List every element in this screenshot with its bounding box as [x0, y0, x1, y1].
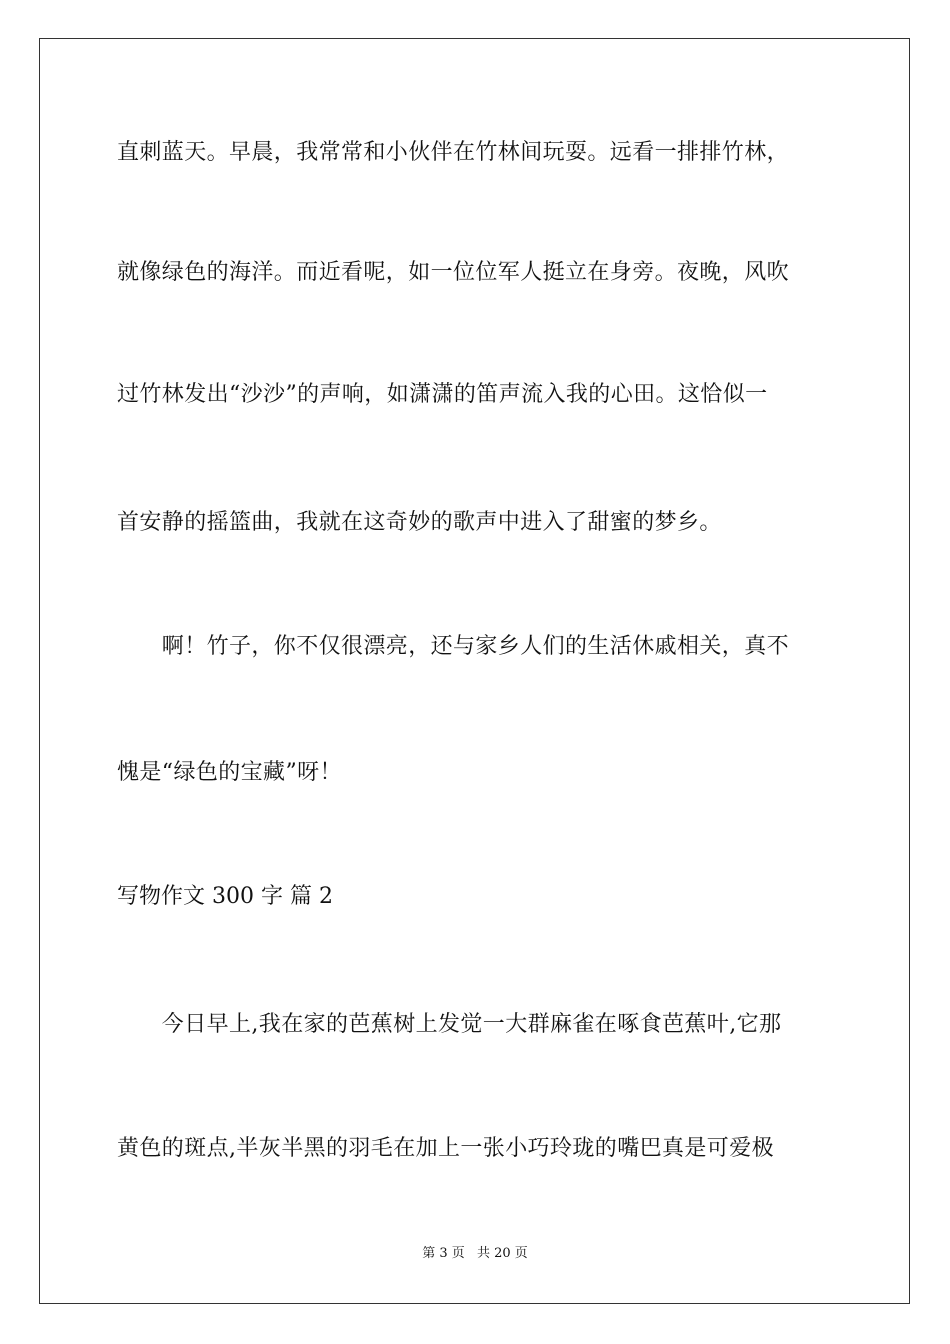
- page-border: [39, 38, 910, 1304]
- paragraph-line: 直刺蓝天。早晨，我常常和小伙伴在竹林间玩耍。远看一排排竹林，: [117, 140, 790, 165]
- paragraph-line: 就像绿色的海洋。而近看呢，如一位位军人挺立在身旁。夜晚，风吹: [117, 260, 790, 285]
- paragraph-line: 首安静的摇篮曲，我就在这奇妙的歌声中进入了甜蜜的梦乡。: [117, 510, 722, 535]
- paragraph-line: 过竹林发出“沙沙”的声响，如潇潇的笛声流入我的心田。这恰似一: [117, 382, 768, 407]
- page-footer: [0, 1245, 950, 1263]
- paragraph-line: 黄色的斑点,半灰半黑的羽毛在加上一张小巧玲珑的嘴巴真是可爱极: [117, 1136, 774, 1161]
- paragraph-line: 啊！竹子，你不仅很漂亮，还与家乡人们的生活休戚相关，真不: [117, 634, 790, 659]
- page-number: 第 3 页: [422, 1246, 465, 1261]
- paragraph-line: 今日早上,我在家的芭蕉树上发觉一大群麻雀在啄食芭蕉叶,它那: [117, 1012, 782, 1037]
- paragraph-line: 愧是“绿色的宝藏”呀！: [117, 760, 342, 785]
- page-total: 共 20 页: [476, 1246, 528, 1261]
- section-heading: 写物作文 300 字 篇 2: [117, 884, 333, 909]
